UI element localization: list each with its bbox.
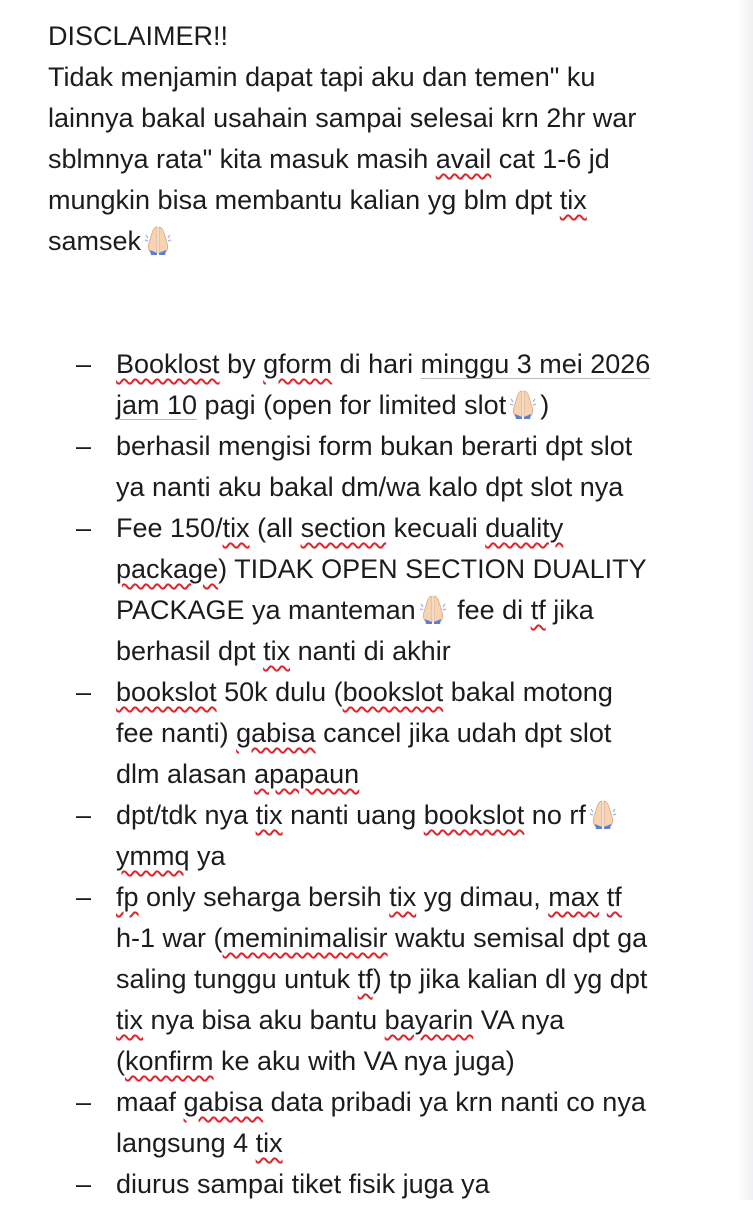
text-run: ) bbox=[540, 390, 550, 420]
text-run: no rf bbox=[524, 800, 586, 830]
bullet-line bbox=[116, 713, 728, 754]
bullet-line bbox=[116, 959, 728, 1000]
date-link[interactable]: jam 10 bbox=[116, 390, 198, 420]
list-item bbox=[48, 344, 728, 426]
bullet-line bbox=[116, 590, 728, 631]
flagged-word[interactable]: bookslot bbox=[423, 800, 525, 830]
text-run: waktu semisal dpt ga bbox=[387, 923, 648, 953]
text-run: di hari bbox=[332, 349, 421, 379]
bullet-line bbox=[116, 1041, 728, 1082]
flagged-word[interactable]: section bbox=[300, 513, 387, 543]
flagged-word[interactable]: tix bbox=[116, 1005, 143, 1035]
flagged-word[interactable]: gform bbox=[263, 349, 333, 379]
bullet-line bbox=[116, 1123, 728, 1164]
bullet-text bbox=[116, 1082, 728, 1164]
text-run: Tidak menjamin dapat tapi aku dan temen" ku bbox=[48, 62, 596, 92]
text-run: sblmnya rata" kita masuk masih bbox=[48, 144, 436, 174]
text-run: by bbox=[219, 349, 264, 379]
bullet-text bbox=[116, 508, 728, 672]
text-run: diurus sampai tiket fisik juga ya bbox=[116, 1169, 490, 1199]
bullet-line bbox=[116, 508, 728, 549]
bullet-dash: – bbox=[76, 1169, 92, 1199]
bullet-line bbox=[116, 672, 728, 713]
bullet-line bbox=[116, 385, 728, 426]
paragraph-line bbox=[48, 139, 728, 180]
flagged-word[interactable]: bookslot bbox=[116, 677, 217, 707]
bullet-line bbox=[116, 754, 728, 795]
bullet-text bbox=[116, 877, 728, 1082]
flagged-word[interactable]: gabisa bbox=[236, 718, 316, 748]
list-item bbox=[48, 795, 728, 877]
text-run: bakal motong bbox=[443, 677, 613, 707]
flagged-word[interactable]: fp bbox=[116, 882, 139, 912]
bullet-text bbox=[116, 1164, 728, 1205]
text-run: ya nanti aku bakal dm/wa kalo dpt slot nya bbox=[116, 472, 624, 502]
flagged-word[interactable]: tf bbox=[357, 964, 373, 994]
text-run: fee di bbox=[449, 595, 531, 625]
bullet-line bbox=[116, 344, 728, 385]
list-item bbox=[48, 1082, 728, 1164]
disclaimer-paragraph bbox=[48, 16, 728, 262]
bullet-line bbox=[116, 467, 728, 508]
bullet-list bbox=[48, 344, 728, 1205]
flagged-word[interactable]: package bbox=[116, 554, 219, 584]
folded-hands-icon bbox=[587, 797, 619, 829]
text-run: dlm alasan bbox=[116, 759, 255, 789]
paragraph-line bbox=[48, 98, 728, 139]
text-run bbox=[599, 882, 607, 912]
text-run: saling tunggu untuk bbox=[116, 964, 358, 994]
bullet-text bbox=[116, 672, 728, 795]
bullet-line bbox=[116, 426, 728, 467]
bullet-line bbox=[116, 631, 728, 672]
text-run: mungkin bisa membantu kalian yg blm dpt bbox=[48, 185, 560, 215]
text-run: lainnya bakal usahain sampai selesai krn 2hr war bbox=[48, 103, 637, 133]
text-run: only seharga bersih bbox=[138, 882, 390, 912]
text-run: nya bisa aku bantu bbox=[143, 1005, 385, 1035]
flagged-word[interactable]: ymmq bbox=[116, 841, 190, 871]
text-run: ( bbox=[116, 1046, 125, 1076]
text-run: jika bbox=[545, 595, 594, 625]
text-run: dpt/tdk nya bbox=[116, 800, 256, 830]
text-run: cat 1-6 jd bbox=[491, 144, 610, 174]
text-run: Fee 150/ bbox=[116, 513, 223, 543]
bullet-line bbox=[116, 549, 728, 590]
bullet-line bbox=[116, 877, 728, 918]
list-item bbox=[48, 508, 728, 672]
bullet-line bbox=[116, 1082, 728, 1123]
flagged-word[interactable]: bayarin bbox=[384, 1005, 474, 1035]
bullet-dash: – bbox=[76, 1087, 92, 1117]
text-run: berhasil dpt bbox=[116, 636, 264, 666]
flagged-word[interactable]: tix bbox=[559, 185, 587, 215]
text-run: ya bbox=[189, 841, 226, 871]
bullet-line bbox=[116, 836, 728, 877]
bullet-line bbox=[116, 795, 728, 836]
text-run: 50k dulu ( bbox=[216, 677, 343, 707]
text-run: ) TIDAK OPEN SECTION DUALITY bbox=[218, 554, 647, 584]
date-link[interactable]: minggu 3 mei 2026 bbox=[420, 349, 651, 379]
folded-hands-icon bbox=[142, 223, 174, 255]
flagged-word[interactable]: tf bbox=[606, 882, 622, 912]
folded-hands-icon bbox=[417, 592, 449, 624]
flagged-word[interactable]: duality bbox=[485, 513, 564, 543]
text-run: nanti di akhir bbox=[290, 636, 451, 666]
text-run: h-1 war ( bbox=[116, 923, 223, 953]
list-item bbox=[48, 1164, 728, 1205]
bullet-text bbox=[116, 795, 728, 877]
text-run: kecuali bbox=[386, 513, 486, 543]
text-run: berhasil mengisi form bukan berarti dpt slot bbox=[116, 431, 633, 461]
bullet-line bbox=[116, 1164, 728, 1205]
folded-hands-icon bbox=[507, 387, 539, 419]
flagged-word[interactable]: tix bbox=[255, 1128, 283, 1158]
flagged-word[interactable]: tix bbox=[263, 636, 291, 666]
list-item bbox=[48, 672, 728, 795]
text-run: data pribadi ya krn nanti co nya bbox=[263, 1087, 646, 1117]
bullet-line bbox=[116, 918, 728, 959]
list-item bbox=[48, 426, 728, 508]
bullet-dash: – bbox=[76, 677, 92, 707]
text-run: (all bbox=[249, 513, 301, 543]
text-run: samsek bbox=[48, 226, 142, 256]
text-run: nanti uang bbox=[282, 800, 424, 830]
text-run: langsung 4 bbox=[116, 1128, 256, 1158]
note-body[interactable] bbox=[48, 16, 728, 1205]
text-run: fee nanti) bbox=[116, 718, 237, 748]
paragraph-line bbox=[48, 16, 728, 57]
bullet-dash: – bbox=[76, 349, 92, 379]
text-run: PACKAGE ya manteman bbox=[116, 595, 416, 625]
bullet-line bbox=[116, 1000, 728, 1041]
flagged-word[interactable]: gabisa bbox=[183, 1087, 264, 1117]
text-run: cancel jika udah dpt slot bbox=[315, 718, 612, 748]
bullet-dash: – bbox=[76, 800, 92, 830]
text-run: maaf bbox=[116, 1087, 184, 1117]
text-run: DISCLAIMER!! bbox=[48, 21, 229, 51]
text-run: pagi (open for limited slot bbox=[197, 390, 507, 420]
flagged-word[interactable]: konfirm bbox=[125, 1046, 214, 1076]
flagged-word[interactable]: avail bbox=[435, 144, 492, 174]
list-item bbox=[48, 877, 728, 1082]
bullet-dash: – bbox=[76, 882, 92, 912]
flagged-word[interactable]: tix bbox=[389, 882, 417, 912]
blank-line bbox=[48, 262, 728, 344]
flagged-word[interactable]: max bbox=[548, 882, 600, 912]
flagged-word[interactable]: meminimalisir bbox=[222, 923, 388, 953]
text-run: ) tp jika kalian dl yg dpt bbox=[372, 964, 648, 994]
paragraph-line bbox=[48, 57, 728, 98]
bullet-text bbox=[116, 344, 728, 426]
flagged-word[interactable]: Booklost bbox=[116, 349, 220, 379]
flagged-word[interactable]: apapaun bbox=[254, 759, 360, 789]
paragraph-line bbox=[48, 221, 728, 262]
flagged-word[interactable]: tix bbox=[255, 800, 283, 830]
paragraph-line bbox=[48, 180, 728, 221]
flagged-word[interactable]: tf bbox=[530, 595, 546, 625]
window-edge bbox=[739, 0, 753, 1200]
flagged-word[interactable]: bookslot bbox=[342, 677, 444, 707]
text-run: VA nya bbox=[473, 1005, 565, 1035]
bullet-dash: – bbox=[76, 513, 92, 543]
text-run: ke aku with VA nya juga) bbox=[213, 1046, 515, 1076]
text-run: yg dimau, bbox=[416, 882, 549, 912]
flagged-word[interactable]: tix bbox=[222, 513, 250, 543]
bullet-text bbox=[116, 426, 728, 508]
bullet-dash: – bbox=[76, 431, 92, 461]
